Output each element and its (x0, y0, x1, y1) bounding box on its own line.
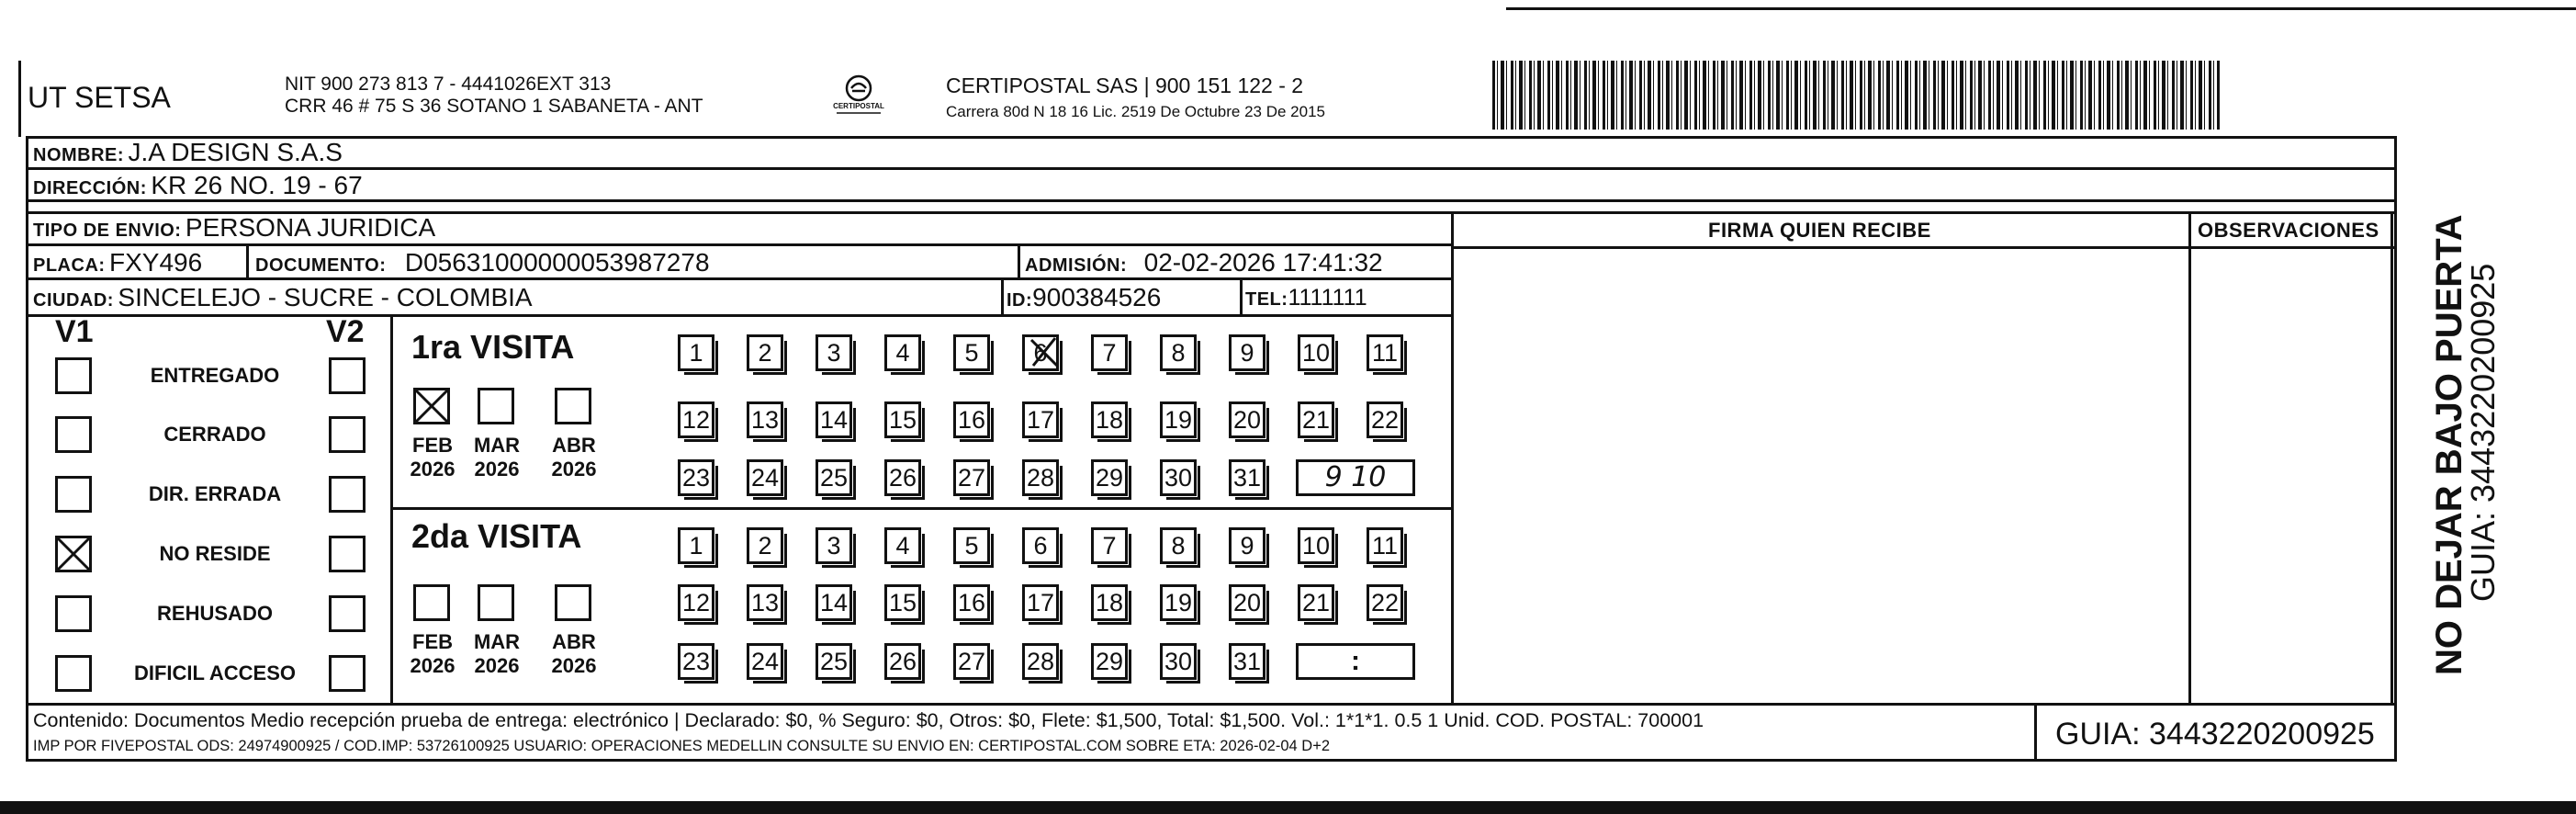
side-no-dejar: NO DEJAR BAJO PUERTA (2429, 214, 2469, 675)
visit1-day-box[interactable]: 17 (1022, 401, 1059, 438)
nit-line: NIT 900 273 813 7 - 4441026EXT 313 (285, 73, 612, 95)
visit1-day-box[interactable]: 22 (1367, 401, 1403, 438)
footer-guia: GUIA: 3443220200925 (2055, 717, 2375, 752)
visit2-time-box[interactable]: : (1296, 643, 1415, 680)
obs-header-label: OBSERVACIONES (2198, 219, 2379, 242)
tipo-row (33, 213, 435, 243)
col-divider (1018, 246, 1020, 279)
row-divider (1454, 246, 2395, 249)
address-line: CRR 46 # 75 S 36 SOTANO 1 SABANETA - ANT (285, 96, 703, 117)
visit2-day-box[interactable]: 16 (953, 584, 990, 621)
certipostal-logo (831, 73, 886, 119)
visit1-day-box[interactable]: 29 (1091, 459, 1128, 496)
visit2-day-box[interactable]: 7 (1091, 527, 1128, 564)
tipo-value: PERSONA JURIDICA (185, 213, 436, 242)
top-rule (1506, 7, 2576, 10)
status-label: ENTREGADO (150, 364, 280, 387)
admision-value: 02-02-2026 17:41:32 (1143, 248, 1383, 277)
v2-checkbox[interactable] (329, 655, 366, 692)
v1-checkbox[interactable] (55, 655, 92, 692)
documento-row (255, 248, 710, 277)
v1-checkbox[interactable] (55, 357, 92, 394)
visit1-title: 1ra VISITA (411, 328, 575, 366)
company-name: UT SETSA (28, 81, 171, 114)
visit1-day-box[interactable]: 21 (1298, 401, 1334, 438)
visit1-day-box[interactable]: 4 (884, 334, 921, 371)
firma-header (1708, 219, 1931, 243)
visit2-month-checkbox[interactable] (555, 584, 591, 621)
v2-checkbox[interactable] (329, 536, 366, 572)
status-label: CERRADO (163, 423, 266, 446)
visit1-day-box[interactable]: 18 (1091, 401, 1128, 438)
visit2-day-box[interactable]: 10 (1298, 527, 1334, 564)
barcode (1492, 61, 2220, 130)
visit2-day-box[interactable]: 27 (953, 643, 990, 680)
visit2-day-box[interactable]: 6 (1022, 527, 1059, 564)
v1-checkbox[interactable] (55, 416, 92, 453)
visit1-day-box[interactable]: 28 (1022, 459, 1059, 496)
footer-contenido: Contenido: Documentos Medio recepción prueba de entrega: electrónico | Declarado: $0, % Seguro: $0, Otros: $0, Flete: $1,500, Total: $1,500. Vol.: 1*1*1. 0.5 1 Unid. COD. POSTAL: 700001 (33, 709, 1704, 731)
nombre-row (33, 138, 343, 167)
visit1-month-label: FEB (412, 434, 453, 457)
row-divider (26, 199, 2397, 202)
ciudad-row (33, 283, 533, 312)
status-label: DIFICIL ACCESO (133, 661, 296, 684)
visit1-year-label: 2026 (474, 458, 520, 480)
bottom-rule (0, 797, 2576, 814)
visit2-day-box[interactable]: 3 (816, 527, 852, 564)
visit1-day-box[interactable]: 15 (884, 401, 921, 438)
direccion-row (33, 171, 363, 200)
handwritten-x-mark (1028, 333, 1061, 374)
visit1-day-box[interactable]: 8 (1160, 334, 1197, 371)
v1-checkbox[interactable] (55, 476, 92, 513)
visit1-day-box[interactable]: 25 (816, 459, 852, 496)
row-divider (26, 314, 1454, 317)
status-label: NO RESIDE (159, 542, 271, 565)
col-divider (2188, 211, 2191, 703)
id-label: ID: (1007, 290, 1033, 311)
visit1-day-box[interactable]: 1 (678, 334, 714, 371)
visit2-day-box[interactable]: 24 (747, 643, 783, 680)
status-label: DIR. ERRADA (148, 482, 282, 505)
visit2-year-label: 2026 (474, 654, 520, 677)
placa-value: FXY496 (109, 248, 203, 277)
visit2-day-box[interactable]: 28 (1022, 643, 1059, 680)
visit2-day-box[interactable]: 9 (1229, 527, 1266, 564)
visit1-month-checkbox[interactable] (555, 388, 591, 424)
documento-value: D05631000000053987278 (404, 248, 710, 277)
id-value: 900384526 (1032, 283, 1162, 311)
visit1-day-box[interactable]: 16 (953, 401, 990, 438)
visit1-day-box[interactable]: 7 (1091, 334, 1128, 371)
v2-checkbox[interactable] (329, 357, 366, 394)
placa-label: PLACA: (33, 255, 106, 276)
visit1-month-label: MAR (473, 434, 521, 457)
tipo-label: TIPO DE ENVIO: (33, 220, 182, 241)
v1-checkbox[interactable] (55, 595, 92, 632)
nombre-value: J.A DESIGN S.A.S (128, 138, 343, 166)
tel-row (1245, 285, 1367, 311)
certipostal-line: CERTIPOSTAL SAS | 900 151 122 - 2 (946, 73, 1304, 97)
direccion-value: KR 26 NO. 19 - 67 (151, 171, 363, 199)
visit1-day-box[interactable]: 11 (1367, 334, 1403, 371)
v1-checkbox[interactable] (55, 536, 92, 572)
v2-checkbox[interactable] (329, 595, 366, 632)
visit2-month-label: FEB (412, 630, 453, 653)
visit1-day-box[interactable]: 31 (1229, 459, 1266, 496)
visit2-day-box[interactable]: 29 (1091, 643, 1128, 680)
visit1-day-box[interactable]: 23 (678, 459, 714, 496)
license-line: Carrera 80d N 18 16 Lic. 2519 De Octubre 23 De 2015 (946, 103, 1325, 120)
visit1-day-box[interactable]: 14 (816, 401, 852, 438)
col-divider (246, 246, 249, 279)
visit2-month-label: MAR (473, 630, 521, 653)
visit2-title: 2da VISITA (411, 517, 582, 555)
visit1-month-checkbox[interactable] (413, 388, 450, 424)
tel-value: 1111111 (1288, 285, 1367, 311)
visit2-day-box[interactable]: 13 (747, 584, 783, 621)
placa-row (33, 248, 202, 277)
visit1-month-label: ABR (552, 434, 596, 457)
col-divider (390, 507, 1451, 510)
visit1-month-checkbox[interactable] (478, 388, 514, 424)
visit2-month-label: ABR (552, 630, 596, 653)
row-divider (26, 167, 2397, 170)
visit1-day-box[interactable]: 26 (884, 459, 921, 496)
visit1-day-box[interactable]: 10 (1298, 334, 1334, 371)
col-divider (1001, 280, 1004, 314)
visit2-day-box[interactable]: 21 (1298, 584, 1334, 621)
footer-top-rule (26, 703, 2397, 706)
visit2-day-box[interactable]: 30 (1160, 643, 1197, 680)
visit2-month-checkbox[interactable] (413, 584, 450, 621)
visit1-day-box[interactable]: 12 (678, 401, 714, 438)
visit2-day-box[interactable]: 31 (1229, 643, 1266, 680)
visit1-year-label: 2026 (551, 458, 597, 480)
status-label: REHUSADO (157, 602, 273, 625)
visit2-year-label: 2026 (410, 654, 456, 677)
v1-label: V1 (55, 314, 94, 349)
visit2-day-box[interactable]: 17 (1022, 584, 1059, 621)
visit2-day-box[interactable]: 15 (884, 584, 921, 621)
visit2-day-box[interactable]: 25 (816, 643, 852, 680)
col-divider (2390, 211, 2393, 703)
visit2-day-box[interactable]: 12 (678, 584, 714, 621)
v2-label: V2 (326, 314, 365, 349)
visit1-year-label: 2026 (410, 458, 456, 480)
visit1-day-box[interactable]: 6 (1022, 334, 1059, 371)
visit2-day-box[interactable]: 26 (884, 643, 921, 680)
visit2-day-box[interactable]: 14 (816, 584, 852, 621)
visit2-day-box[interactable]: 8 (1160, 527, 1197, 564)
visit2-day-box[interactable]: 23 (678, 643, 714, 680)
col-divider (2034, 703, 2037, 762)
visit1-day-box[interactable]: 5 (953, 334, 990, 371)
v2-checkbox[interactable] (329, 416, 366, 453)
admision-row (1025, 248, 1383, 277)
id-row (1007, 283, 1161, 312)
visit1-day-box[interactable]: 30 (1160, 459, 1197, 496)
visit2-day-box[interactable]: 4 (884, 527, 921, 564)
visit1-day-box[interactable]: 24 (747, 459, 783, 496)
visit2-day-box[interactable]: 22 (1367, 584, 1403, 621)
visit1-day-box[interactable]: 13 (747, 401, 783, 438)
visit1-day-box[interactable]: 20 (1229, 401, 1266, 438)
visit1-day-box[interactable]: 19 (1160, 401, 1197, 438)
visit1-day-box[interactable]: 2 (747, 334, 783, 371)
col-divider (1240, 280, 1243, 314)
documento-label: DOCUMENTO: (255, 255, 387, 276)
firma-header-label: FIRMA QUIEN RECIBE (1708, 219, 1931, 242)
header-left-border (18, 61, 21, 137)
certipostal-logo-text: CERTIPOSTAL (833, 102, 884, 110)
v2-checkbox[interactable] (329, 476, 366, 513)
nombre-label: NOMBRE: (33, 145, 125, 165)
obs-header (2198, 219, 2379, 243)
col-divider (1451, 211, 1454, 703)
visit2-day-box[interactable]: 1 (678, 527, 714, 564)
tel-label: TEL: (1245, 289, 1288, 310)
footer-imp: IMP POR FIVEPOSTAL ODS: 24974900925 / COD.IMP: 53726100925 USUARIO: OPERACIONES MEDELLIN CONSULTE SU ENVIO EN: CERTIPOSTAL.COM SOBRE ETA: 2026-02-04 D+2 (33, 738, 1331, 754)
visit2-month-checkbox[interactable] (478, 584, 514, 621)
side-guia: GUIA: 3443220200925 (2464, 263, 2502, 602)
ciudad-label: CIUDAD: (33, 290, 114, 311)
visit1-time-box[interactable]: 9 10 (1296, 459, 1415, 496)
direccion-label: DIRECCIÓN: (33, 178, 147, 198)
visit2-day-box[interactable]: 18 (1091, 584, 1128, 621)
ciudad-value: SINCELEJO - SUCRE - COLOMBIA (118, 283, 533, 311)
visit2-day-box[interactable]: 20 (1229, 584, 1266, 621)
visit2-day-box[interactable]: 11 (1367, 527, 1403, 564)
visit2-day-box[interactable]: 19 (1160, 584, 1197, 621)
visit2-day-box[interactable]: 5 (953, 527, 990, 564)
row-divider (26, 243, 1454, 246)
visit1-day-box[interactable]: 3 (816, 334, 852, 371)
visit1-day-box[interactable]: 9 (1229, 334, 1266, 371)
visit1-day-box[interactable]: 27 (953, 459, 990, 496)
visit2-year-label: 2026 (551, 654, 597, 677)
admision-label: ADMISIÓN: (1025, 255, 1128, 276)
visit2-day-box[interactable]: 2 (747, 527, 783, 564)
